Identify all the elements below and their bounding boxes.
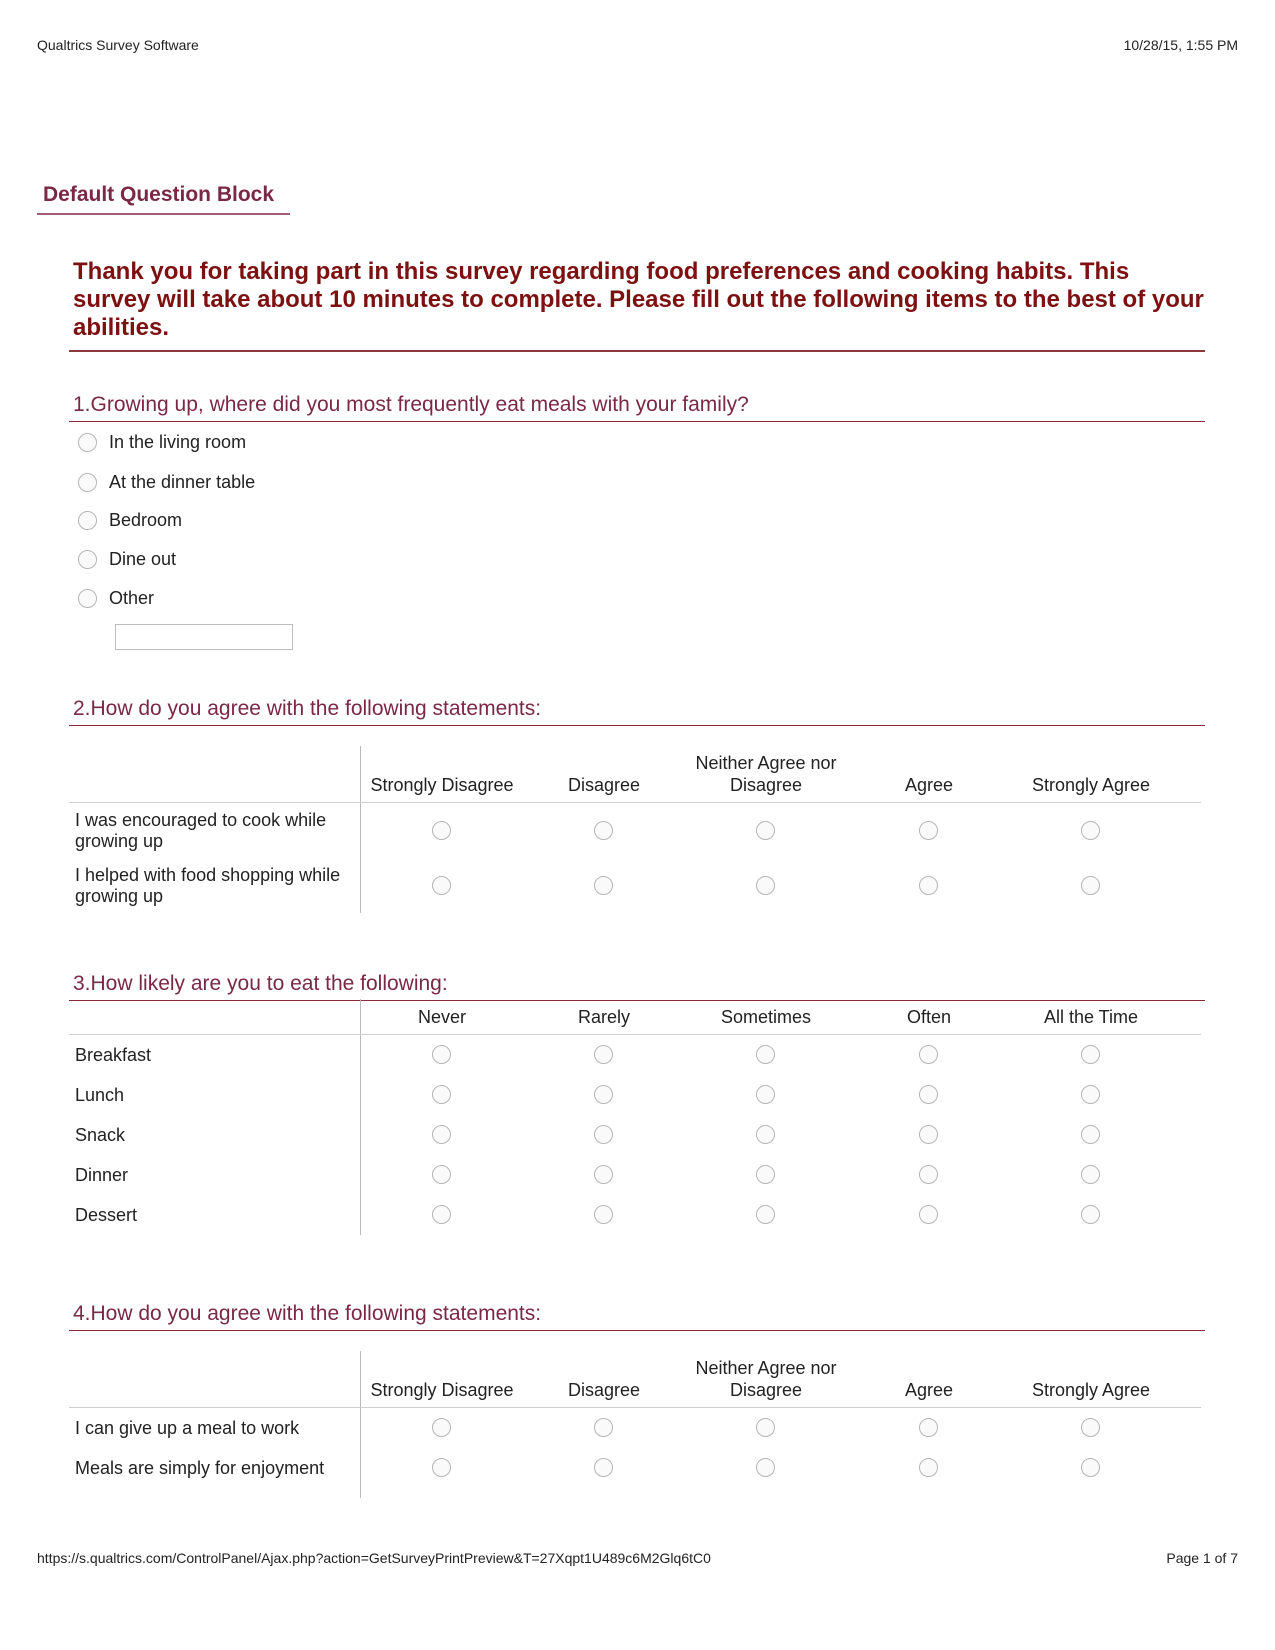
matrix-row (69, 1195, 1201, 1235)
matrix-body (69, 803, 1201, 913)
column-header: Agree (904, 1380, 954, 1400)
question-3-matrix (69, 999, 1201, 1235)
radio-button[interactable] (756, 821, 775, 840)
row-label: Dessert (75, 1204, 138, 1225)
matrix-header (69, 746, 1201, 803)
option-bedroom[interactable] (78, 501, 255, 540)
question-4-title: 4.How do you agree with the following statements: (69, 1302, 1205, 1331)
radio-button[interactable] (594, 1458, 613, 1477)
radio-button[interactable] (1081, 1045, 1100, 1064)
option-dine-out[interactable] (78, 540, 255, 579)
other-text-input[interactable] (115, 624, 293, 650)
matrix-header (69, 999, 1201, 1035)
matrix-header (69, 1351, 1201, 1408)
column-header: Strongly Agree (1031, 1380, 1151, 1400)
radio-button[interactable] (432, 1125, 451, 1144)
radio-button[interactable] (919, 1418, 938, 1437)
radio-button[interactable] (919, 1125, 938, 1144)
radio-button[interactable] (594, 1045, 613, 1064)
column-header: Strongly Disagree (370, 775, 514, 795)
radio-button[interactable] (756, 1418, 775, 1437)
radio-button[interactable] (594, 1085, 613, 1104)
radio-button[interactable] (1081, 1085, 1100, 1104)
radio-button[interactable] (1081, 1165, 1100, 1184)
question-2-title: 2.How do you agree with the following statements: (69, 697, 1205, 726)
radio-button[interactable] (1081, 821, 1100, 840)
option-label: At the dinner table (109, 471, 256, 492)
row-label: Dinner (75, 1164, 129, 1185)
radio-button[interactable] (594, 876, 613, 895)
option-living-room[interactable] (78, 422, 255, 463)
browser-print-title: Qualtrics Survey Software (37, 37, 199, 53)
radio-button[interactable] (756, 1165, 775, 1184)
radio-button[interactable] (432, 1085, 451, 1104)
radio-button[interactable] (432, 1418, 451, 1437)
radio-button[interactable] (432, 876, 451, 895)
radio-button[interactable] (78, 550, 97, 569)
option-label: Other (109, 588, 155, 608)
radio-button[interactable] (78, 511, 97, 530)
column-header: Strongly Agree (1031, 775, 1151, 795)
radio-button[interactable] (919, 1165, 938, 1184)
column-header: Disagree (567, 1380, 641, 1400)
radio-button[interactable] (594, 1418, 613, 1437)
matrix-row (69, 1155, 1201, 1195)
column-header: Never (417, 1007, 466, 1027)
radio-button[interactable] (919, 1045, 938, 1064)
radio-button[interactable] (594, 1165, 613, 1184)
column-header: All the Time (1043, 1007, 1139, 1027)
radio-button[interactable] (919, 821, 938, 840)
row-label: Meals are simply for enjoyment (75, 1457, 325, 1478)
radio-button[interactable] (919, 1458, 938, 1477)
row-label: Lunch (75, 1084, 125, 1105)
row-label: I was encouraged to cook while growing up (75, 809, 327, 851)
matrix-row (69, 1035, 1201, 1075)
radio-button[interactable] (432, 821, 451, 840)
column-header: Often (906, 1007, 952, 1027)
row-label: I can give up a meal to work (75, 1417, 300, 1438)
column-header: Strongly Disagree (370, 1380, 514, 1400)
page-cutoff (0, 1498, 1275, 1528)
matrix-row (69, 1075, 1201, 1115)
question-1-options (78, 422, 255, 618)
radio-button[interactable] (1081, 1125, 1100, 1144)
matrix-body (69, 1035, 1201, 1235)
matrix-row (69, 803, 1201, 858)
option-other[interactable] (78, 579, 255, 618)
matrix-row (69, 858, 1201, 913)
question-1-title: 1.Growing up, where did you most frequently eat meals with your family? (69, 393, 1205, 422)
page-number: Page 1 of 7 (1166, 1550, 1238, 1566)
intro-text: Thank you for taking part in this survey regarding food preferences and cooking habits. This survey will take about 10 minutes to complete. Please fill out the following items to the best of your abilities. (69, 258, 1205, 352)
matrix-row (69, 1408, 1201, 1448)
option-label: In the living room (109, 432, 247, 452)
question-2-matrix (69, 746, 1201, 913)
radio-button[interactable] (78, 433, 97, 452)
radio-button[interactable] (432, 1045, 451, 1064)
column-header: Sometimes (720, 1007, 812, 1027)
radio-button[interactable] (756, 1125, 775, 1144)
column-header: Disagree (567, 775, 641, 795)
radio-button[interactable] (756, 1205, 775, 1224)
option-dinner-table[interactable] (78, 463, 255, 501)
radio-button[interactable] (78, 589, 97, 608)
matrix-row (69, 1115, 1201, 1155)
radio-button[interactable] (432, 1458, 451, 1477)
print-url: https://s.qualtrics.com/ControlPanel/Ajax.php?action=GetSurveyPrintPreview&T=27Xqpt1U489c6M2Glq6tC0 (37, 1550, 711, 1566)
row-label: Breakfast (75, 1044, 152, 1065)
radio-button[interactable] (756, 1458, 775, 1477)
radio-button[interactable] (1081, 1205, 1100, 1224)
radio-button[interactable] (594, 1205, 613, 1224)
radio-button[interactable] (594, 1125, 613, 1144)
question-3-title: 3.How likely are you to eat the following: (69, 972, 1205, 1001)
radio-button[interactable] (756, 1085, 775, 1104)
block-title: Default Question Block (37, 183, 290, 215)
radio-button[interactable] (1081, 1458, 1100, 1477)
radio-button[interactable] (919, 1205, 938, 1224)
radio-button[interactable] (432, 1205, 451, 1224)
option-label: Bedroom (109, 510, 183, 530)
radio-button[interactable] (1081, 1418, 1100, 1437)
option-label: Dine out (109, 549, 177, 569)
radio-button[interactable] (756, 876, 775, 895)
row-label: Snack (75, 1124, 126, 1145)
radio-button[interactable] (78, 473, 97, 492)
row-label: I helped with food shopping while growing up (75, 864, 341, 906)
radio-button[interactable] (1081, 876, 1100, 895)
column-header: Rarely (577, 1007, 630, 1027)
radio-button[interactable] (432, 1165, 451, 1184)
print-timestamp: 10/28/15, 1:55 PM (1123, 37, 1238, 53)
radio-button[interactable] (919, 876, 938, 895)
column-header: Neither Agree nor Disagree (695, 753, 837, 795)
radio-button[interactable] (594, 821, 613, 840)
radio-button[interactable] (756, 1045, 775, 1064)
column-header: Neither Agree nor Disagree (695, 1358, 837, 1400)
column-header: Agree (904, 775, 954, 795)
matrix-row (69, 1448, 1201, 1488)
radio-button[interactable] (919, 1085, 938, 1104)
